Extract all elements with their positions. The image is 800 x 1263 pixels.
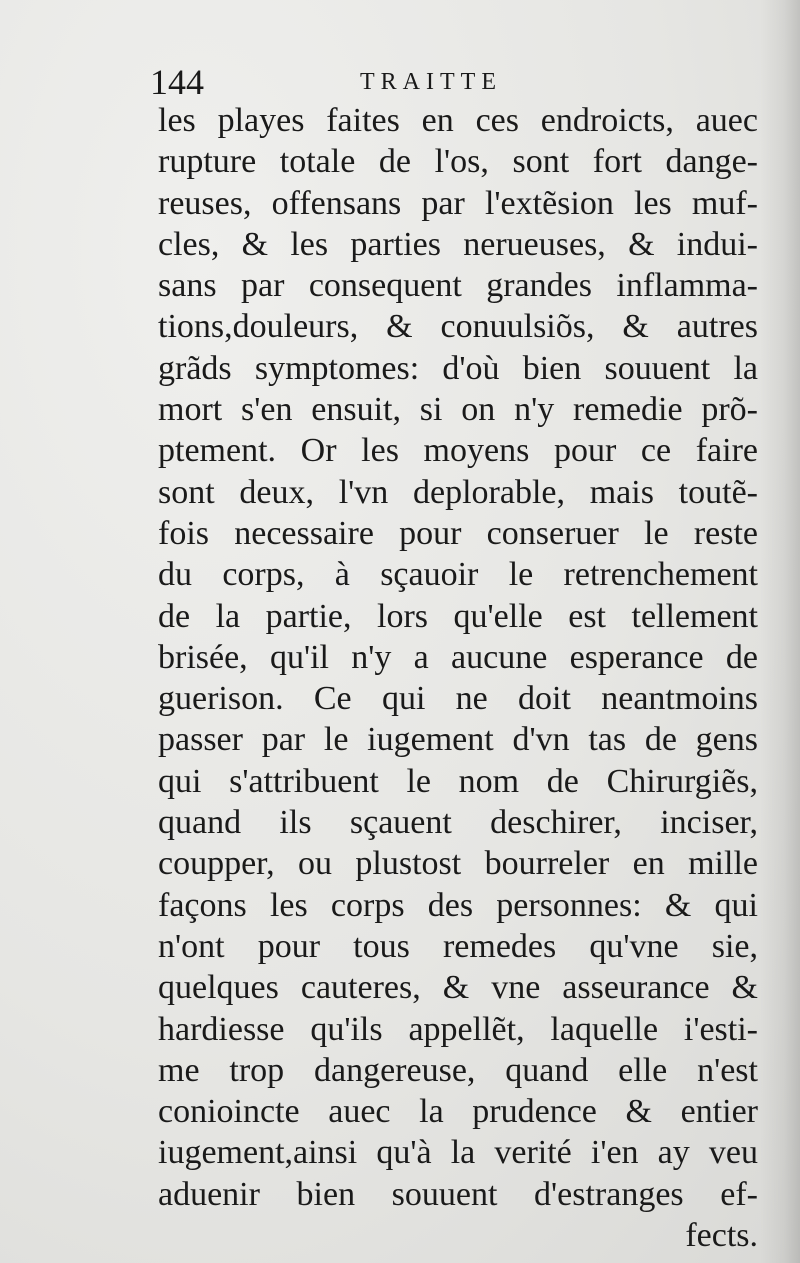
text-line: passer par le iugement d'vn tas de gens bbox=[158, 721, 758, 759]
text-line: guerison. Ce qui ne doit neantmoins bbox=[158, 680, 758, 718]
text-line: coupper, ou plustost bourreler en mille bbox=[158, 845, 758, 883]
text-line: quand ils sçauent deschirer, inciser, bbox=[158, 804, 758, 842]
text-line: brisée, qu'il n'y a aucune esperance de bbox=[158, 638, 758, 676]
text-line: aduenir bien souuent d'estranges ef- bbox=[158, 1175, 758, 1213]
text-line: sans par consequent grandes inflamma- bbox=[158, 267, 758, 305]
text-line: reuses, offensans par l'extẽsion les muf- bbox=[158, 184, 758, 222]
text-line: mort s'en ensuit, si on n'y remedie prõ- bbox=[158, 391, 758, 429]
text-line: sont deux, l'vn deplorable, mais toutẽ- bbox=[158, 473, 758, 511]
text-line: rupture totale de l'os, sont fort dange- bbox=[158, 143, 758, 181]
text-line: de la partie, lors qu'elle est tellement bbox=[158, 597, 758, 635]
text-line: conioincte auec la prudence & entier bbox=[158, 1093, 758, 1131]
text-line: quelques cauteres, & vne asseurance & bbox=[158, 969, 758, 1007]
running-title: TRAITTE bbox=[360, 69, 502, 95]
text-line: hardiesse qu'ils appellẽt, laquelle i'esti- bbox=[158, 1010, 758, 1048]
text-line: façons les corps des personnes: & qui bbox=[158, 886, 758, 924]
text-line: qui s'attribuent le nom de Chirurgiẽs, bbox=[158, 762, 758, 800]
text-line: tions,douleurs, & conuulsiõs, & autres bbox=[158, 308, 758, 346]
text-line: les playes faites en ces endroicts, auec bbox=[158, 102, 758, 139]
text-line: iugement,ainsi qu'à la verité i'en ay veu bbox=[158, 1134, 758, 1172]
text-line-final: fects. bbox=[685, 1217, 758, 1255]
page-edge-shadow bbox=[760, 0, 800, 1263]
text-line: cles, & les parties nerueuses, & indui- bbox=[158, 225, 758, 263]
body-text bbox=[158, 100, 758, 1256]
text-line: du corps, à sçauoir le retrenchement bbox=[158, 556, 758, 594]
running-head bbox=[150, 62, 760, 102]
text-line: fois necessaire pour conseruer le reste bbox=[158, 514, 758, 552]
page-number: 144 bbox=[150, 62, 204, 102]
text-line: ptement. Or les moyens pour ce faire bbox=[158, 432, 758, 470]
text-line: grãds symptomes: d'où bien souuent la bbox=[158, 349, 758, 387]
text-line: me trop dangereuse, quand elle n'est bbox=[158, 1051, 758, 1089]
text-line: n'ont pour tous remedes qu'vne sie, bbox=[158, 927, 758, 965]
